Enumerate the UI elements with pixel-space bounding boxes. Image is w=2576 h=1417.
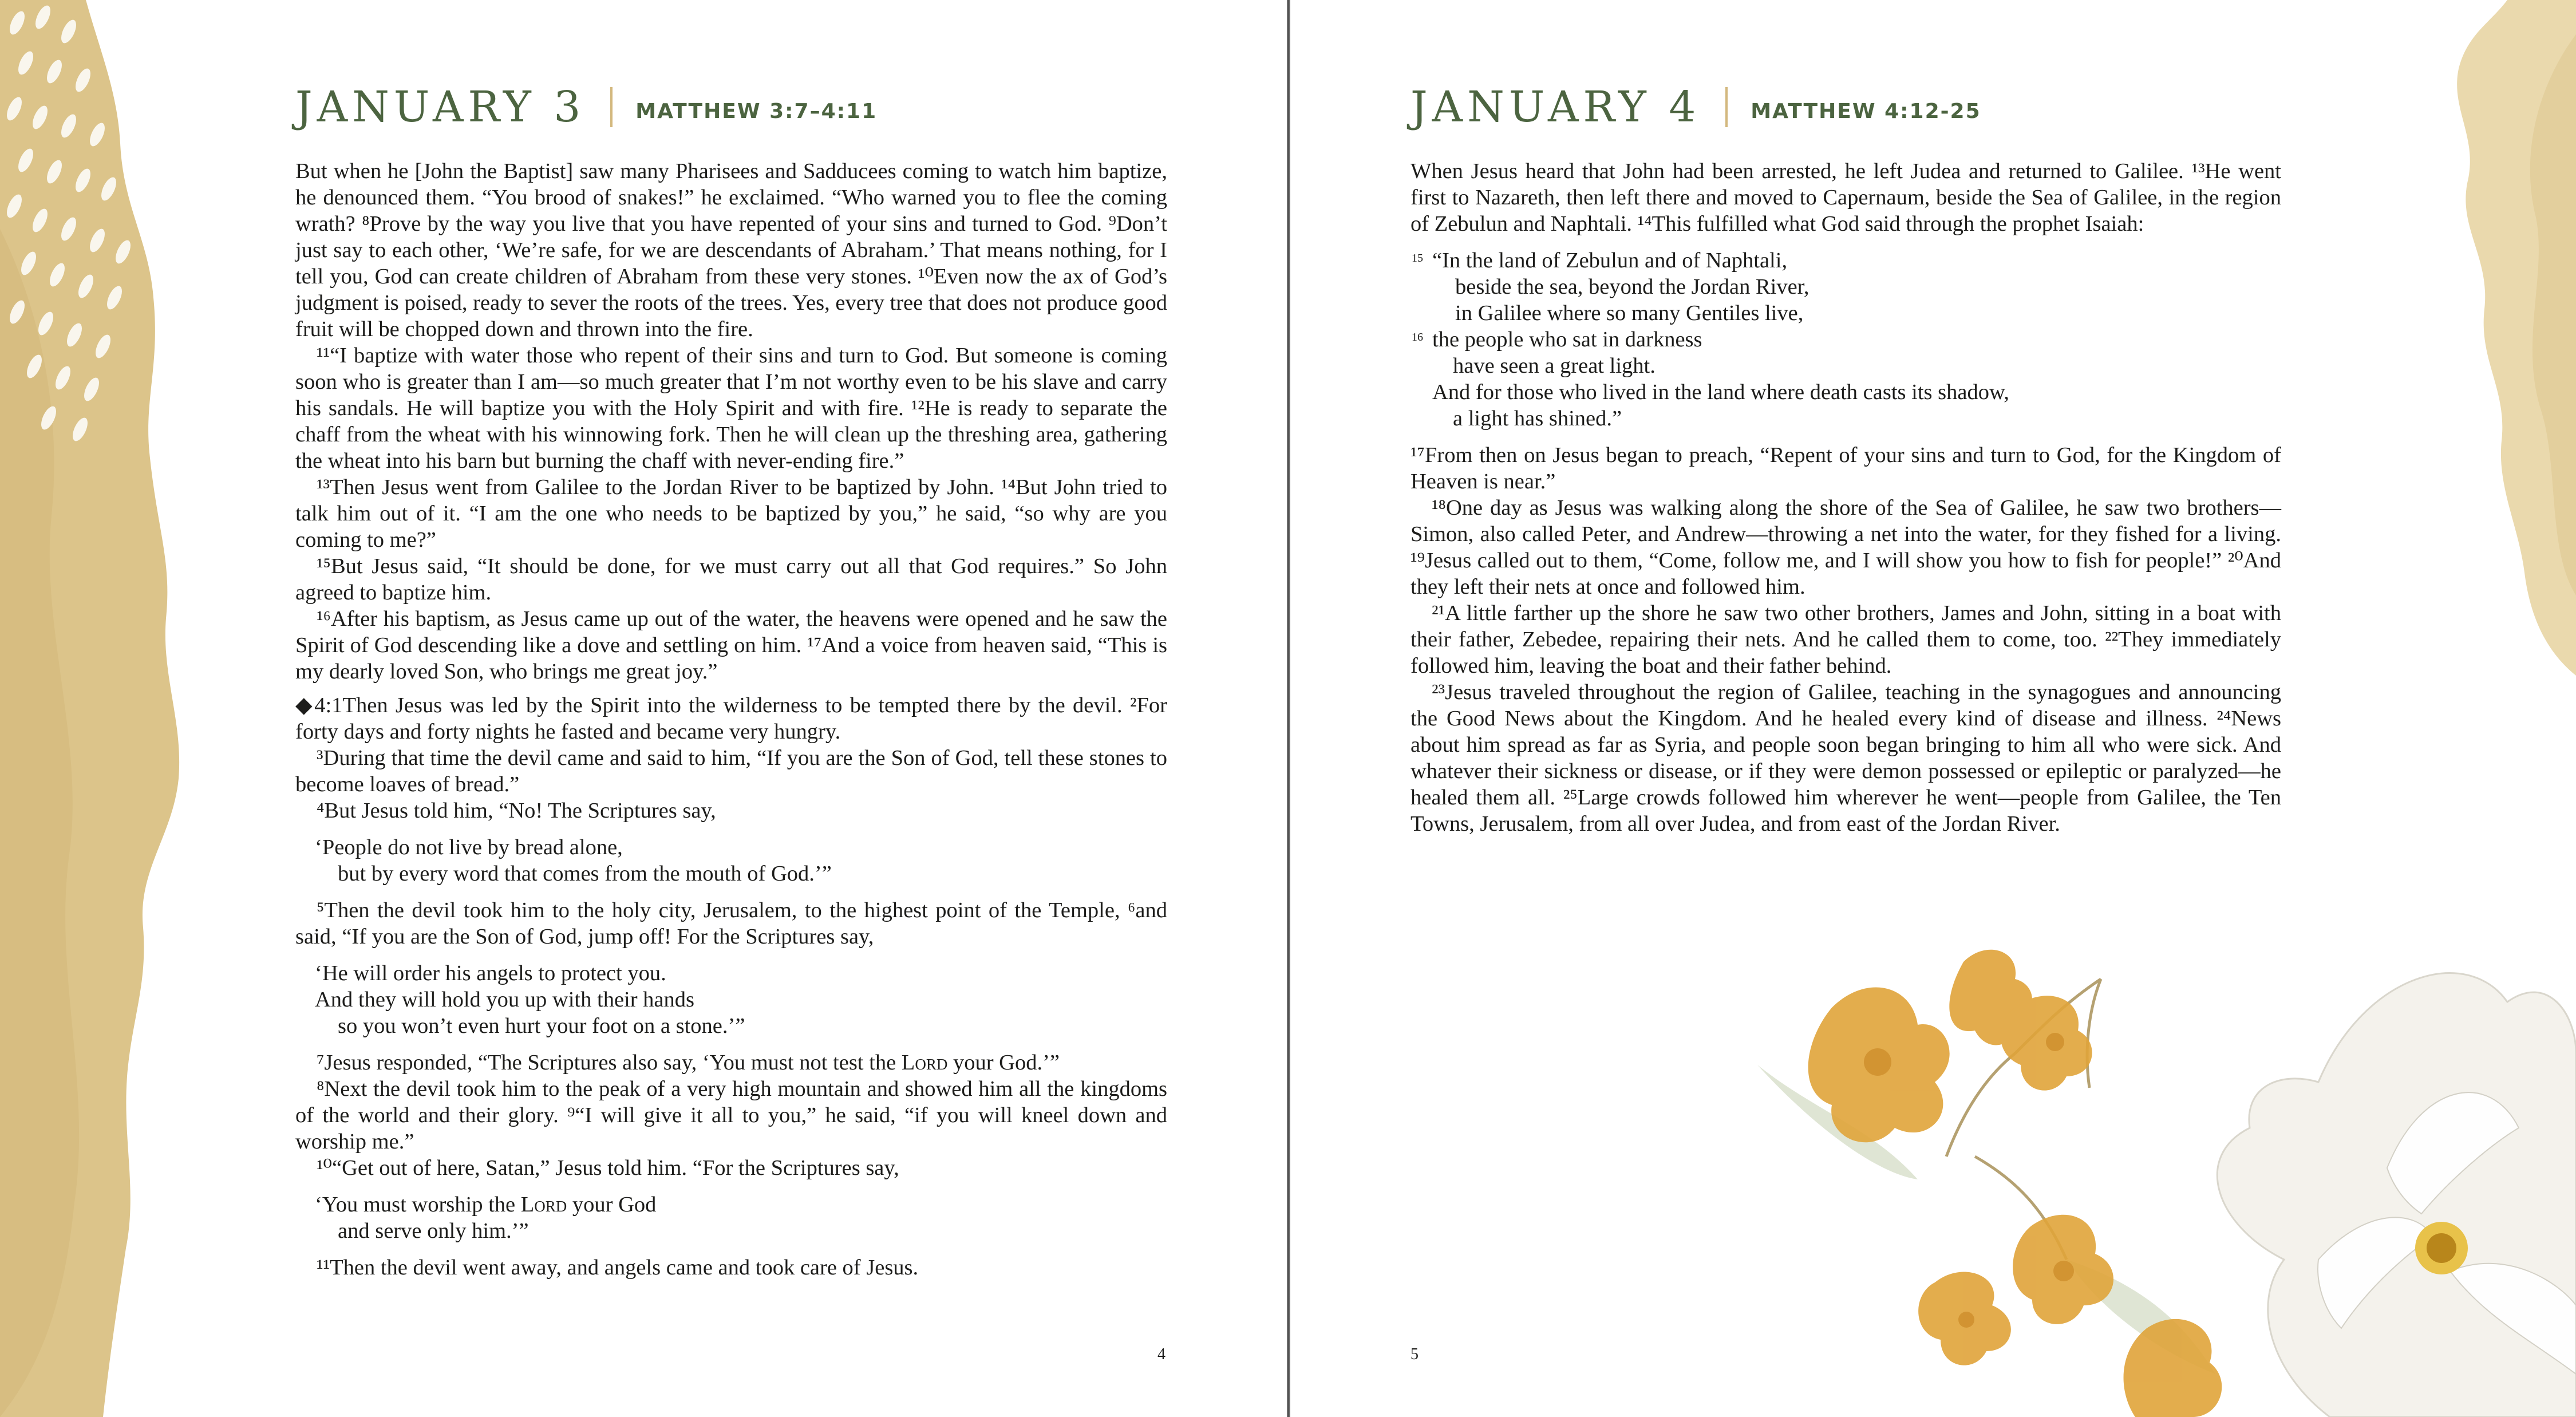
header-divider	[610, 87, 613, 127]
flower-center	[2415, 1222, 2468, 1274]
poetry-quote	[1412, 247, 2281, 432]
paragraph: ¹⁰“Get out of here, Satan,” Jesus told him. “For the Scriptures say,	[317, 1156, 899, 1180]
paragraph: But when he [John the Baptist] saw many Pharisees and Sadducees coming to watch him baptize, he denounced them. “You brood of snakes!” he exclaimed. “Who warned you to flee the coming wrath? ⁸Prove by the way you live that you have repented of your sins and turned to God. ⁹Don’t just say to each other, ‘We’re safe, for we are descendants of Abraham.’ That means nothing, for I tell you, God can create children of Abraham from these very stones. ¹⁰Even now the ax of God’s judgment is poised, ready to sever the roots of the trees. Yes, every tree that does not produce good fruit will be chopped down and thrown into the fire.	[295, 159, 1167, 341]
poem-line: but by every word that comes from the mouth of God.’”	[338, 862, 832, 886]
paragraph: ¹⁸One day as Jesus was walking along the shore of the Sea of Galilee, he saw two brothers—Simon, also called Peter, and Andrew—throwing a net into the water, for they fished for a living. ¹⁹Jesus called out to them, “Come, follow me, and I will show you how to fish for people!” ²⁰And they left their nets at once and followed him.	[1411, 496, 2281, 599]
right-page-header	[1411, 82, 1981, 132]
poem-line: and serve only him.’”	[338, 1219, 529, 1243]
poem-line: 16 the people who sat in darkness	[1432, 326, 2281, 353]
poem-line: in Galilee where so many Gentiles live,	[1455, 301, 1804, 325]
paragraph: ⁴But Jesus told him, “No! The Scriptures say,	[317, 799, 716, 823]
poem-line: ‘You must worship the Lord your God	[315, 1193, 657, 1217]
poetry-quote	[315, 834, 1167, 887]
chapter-start-paragraph: ◆4:1Then Jesus was led by the Spirit into the wilderness to be tempted there by the devil. ²For forty days and forty nights he fasted and became very hungry.	[295, 693, 1167, 744]
paragraph: ²³Jesus traveled throughout the region of Galilee, teaching in the synagogues and announcing the Good News about the Kingdom. And he healed every kind of disease and illness. ²⁴News about him spread as far as Syria, and people soon began bringing to him all who were sick. And whatever their sickness or disease, or if they were demon possessed or epileptic or paralyzed—he healed them all. ²⁵Large crowds followed him wherever he went—people from Galilee, the Ten Towns, Jerusalem, from all over Judea, and from east of the Jordan River.	[1411, 680, 2281, 836]
right-scripture-text	[1411, 158, 2281, 837]
right-watercolor-decoration	[2347, 0, 2576, 687]
poetry-quote	[315, 960, 1167, 1039]
poem-line: And they will hold you up with their hands	[315, 988, 694, 1012]
page-number: 5	[1411, 1345, 1419, 1363]
paragraph: ¹¹“I baptize with water those who repent of their sins and turn to God. But someone is coming soon who is greater than I am—so much greater that I’m not worthy even to be his slave and carry his sandals. He will baptize you with the Holy Spirit and with fire. ¹²He is ready to separate the chaff from the wheat with his winnowing fork. Then he will clean up the threshing area, gathering the wheat into his barn but burning the chaff with never-ending fire.”	[295, 344, 1167, 473]
poem-line: ‘People do not live by bread alone,	[315, 835, 623, 859]
lord-small-caps: Lord	[520, 1193, 567, 1217]
lord-small-caps: Lord	[901, 1051, 948, 1075]
paragraph: ³During that time the devil came and said to him, “If you are the Son of God, tell these stones to become loaves of bread.”	[295, 746, 1167, 796]
floral-illustration	[1746, 939, 2576, 1417]
right-page	[1290, 0, 2576, 1417]
left-scripture-text	[295, 158, 1167, 1281]
paragraph: ¹⁶After his baptism, as Jesus came up out of the water, the heavens were opened and he saw the Spirit of God descending like a dove and settling on him. ¹⁷And a voice from heaven said, “This is my dearly loved Son, who brings me great joy.”	[295, 607, 1167, 684]
paragraph: ⁵Then the devil took him to the holy city, Jerusalem, to the highest point of the Temple, ⁶and said, “If you are the Son of God, jump off! For the Scriptures say,	[295, 898, 1167, 949]
poem-line: 15 “In the land of Zebulun and of Naphtali,	[1432, 247, 2281, 274]
poem-line: ‘He will order his angels to protect you.	[315, 961, 666, 985]
poetry-quote	[315, 1191, 1167, 1244]
verse-number: 16	[1412, 331, 1423, 344]
passage-reference: MATTHEW 3:7–4:11	[635, 99, 878, 123]
poem-line: a light has shined.”	[1453, 406, 1622, 431]
paragraph: ⁸Next the devil took him to the peak of a very high mountain and showed him all the kingdoms of the world and their glory. ⁹“I will give it all to you,” he said, “if you will kneel down and worship me.”	[295, 1077, 1167, 1154]
left-page	[0, 0, 1287, 1417]
day-title: JANUARY 4	[1411, 82, 1701, 132]
paragraph: ¹⁵But Jesus said, “It should be done, for we must carry out all that God requires.” So John agreed to baptize him.	[295, 554, 1167, 605]
paragraph: When Jesus heard that John had been arrested, he left Judea and returned to Galilee. ¹³He went first to Nazareth, then left there and moved to Capernaum, beside the Sea of Galilee, in the region of Zebulun and Naphtali. ¹⁴This fulfilled what God said through the prophet Isaiah:	[1411, 159, 2281, 236]
paragraph: ²¹A little farther up the shore he saw two other brothers, James and John, sitting in a boat with their father, Zebedee, repairing their nets. And he called them to come, too. ²²They immediately followed him, leaving the boat and their father behind.	[1411, 601, 2281, 678]
left-page-header	[295, 82, 878, 132]
poem-line: beside the sea, beyond the Jordan River,	[1455, 275, 1809, 299]
page-number: 4	[1157, 1345, 1165, 1363]
paragraph: ⁷Jesus responded, “The Scriptures also say, ‘You must not test the Lord your God.’”	[317, 1051, 1060, 1075]
paragraph: ¹⁷From then on Jesus began to preach, “Repent of your sins and turn to God, for the Kingdom of Heaven is near.”	[1411, 443, 2281, 494]
day-title: JANUARY 3	[295, 82, 586, 132]
paragraph: ¹¹Then the devil went away, and angels came and took care of Jesus.	[317, 1256, 919, 1280]
passage-reference: MATTHEW 4:12-25	[1751, 99, 1981, 123]
paragraph: ¹³Then Jesus went from Galilee to the Jordan River to be baptized by John. ¹⁴But John tried to talk him out of it. “I am the one who needs to be baptized by you,” he said, “so why are you coming to me?”	[295, 475, 1167, 552]
poem-line: have seen a great light.	[1453, 354, 1656, 378]
left-watercolor-decoration	[0, 0, 206, 1417]
verse-number: 15	[1412, 252, 1423, 265]
poem-line: And for those who lived in the land where death casts its shadow,	[1432, 380, 2009, 404]
header-divider	[1725, 87, 1728, 127]
poem-line: so you won’t even hurt your foot on a stone.’”	[338, 1014, 745, 1038]
